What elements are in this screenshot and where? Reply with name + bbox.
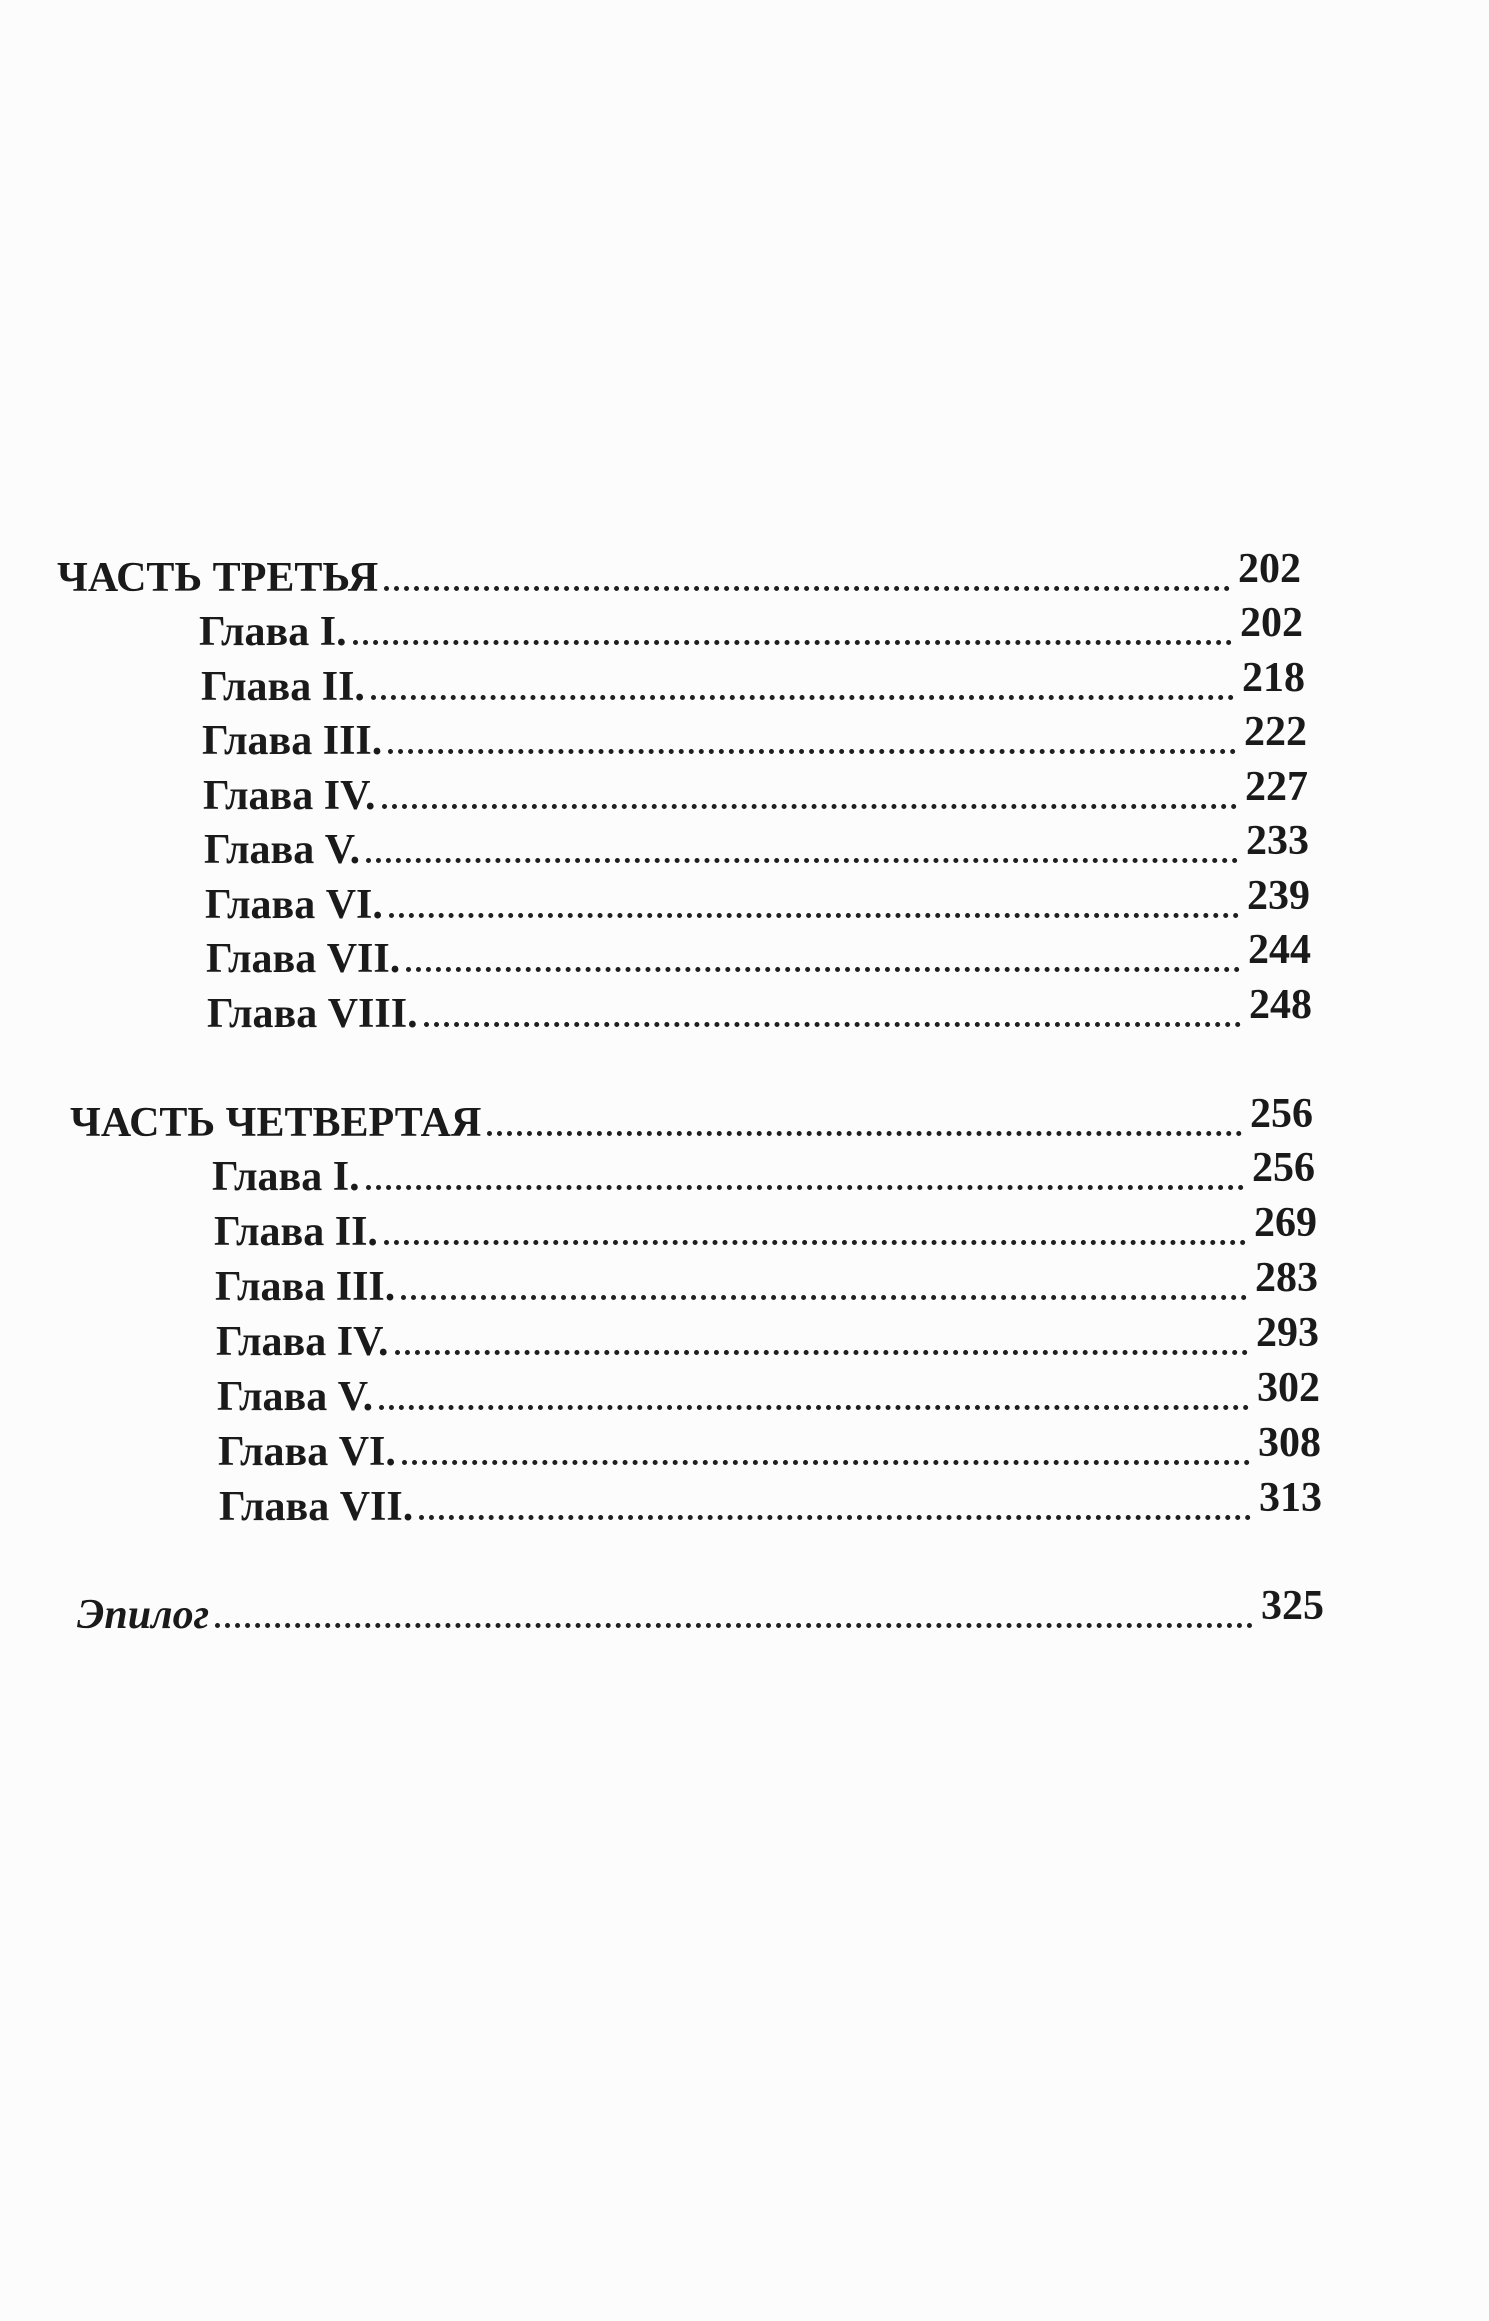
page-number: 218 xyxy=(1242,655,1305,701)
dot-leader xyxy=(366,858,1238,863)
toc-chapter xyxy=(199,602,1303,656)
page-number: 313 xyxy=(1259,1475,1322,1521)
toc-chapter xyxy=(205,875,1310,929)
dot-leader xyxy=(401,1295,1247,1300)
chapter-title: Глава II. xyxy=(214,1209,378,1255)
page-number: 248 xyxy=(1249,982,1312,1028)
dot-leader xyxy=(384,586,1230,591)
chapter-title: Глава I. xyxy=(212,1154,360,1200)
chapter-title: Глава V. xyxy=(217,1374,374,1420)
dot-leader xyxy=(384,1240,1246,1245)
chapter-title: Глава III. xyxy=(215,1264,396,1310)
page-number: 256 xyxy=(1250,1091,1313,1137)
dot-leader xyxy=(389,913,1239,918)
page-number: 269 xyxy=(1254,1200,1317,1246)
dot-leader xyxy=(353,640,1232,645)
chapter-title: Глава V. xyxy=(204,827,361,873)
dot-leader xyxy=(406,967,1240,972)
part-title: ЧАСТЬ ТРЕТЬЯ xyxy=(57,555,379,601)
dot-leader xyxy=(382,804,1238,809)
toc-chapter xyxy=(201,657,1305,711)
dot-leader xyxy=(419,1515,1251,1520)
chapter-title: Глава II. xyxy=(201,664,365,710)
chapter-title: Глава I. xyxy=(199,609,347,655)
chapter-title: Глава VI. xyxy=(205,882,383,928)
toc-chapter xyxy=(204,820,1309,874)
toc-chapter xyxy=(202,711,1307,765)
toc-chapter xyxy=(217,1367,1320,1421)
toc-chapter xyxy=(214,1202,1317,1256)
page-number: 227 xyxy=(1245,764,1308,810)
toc-part-3 xyxy=(57,548,1301,602)
toc-part-4 xyxy=(70,1093,1313,1147)
toc-chapter xyxy=(216,1312,1319,1366)
chapter-title: Глава VII. xyxy=(219,1484,414,1530)
page-number: 283 xyxy=(1255,1255,1318,1301)
toc-chapter xyxy=(207,984,1312,1038)
dot-leader xyxy=(402,1460,1250,1465)
page-number: 233 xyxy=(1246,818,1309,864)
page-number: 325 xyxy=(1261,1583,1324,1629)
dot-leader xyxy=(366,1185,1244,1190)
dot-leader xyxy=(388,749,1236,754)
chapter-title: Глава VII. xyxy=(206,936,401,982)
toc-chapter xyxy=(215,1257,1318,1311)
page-number: 222 xyxy=(1244,709,1307,755)
chapter-title: Глава VI. xyxy=(218,1429,396,1475)
page-number: 256 xyxy=(1252,1145,1315,1191)
page-number: 293 xyxy=(1256,1310,1319,1356)
toc-epilogue xyxy=(77,1585,1324,1639)
toc-chapter xyxy=(218,1422,1321,1476)
dot-leader xyxy=(371,695,1234,700)
toc-chapter xyxy=(203,766,1308,820)
epilogue-title: Эпилог xyxy=(77,1592,210,1638)
dot-leader xyxy=(395,1350,1249,1355)
toc-chapter xyxy=(212,1147,1315,1201)
page-number: 202 xyxy=(1240,600,1303,646)
page-number: 202 xyxy=(1238,546,1301,592)
chapter-title: Глава VIII. xyxy=(207,991,418,1037)
chapter-title: Глава III. xyxy=(202,718,383,764)
dot-leader xyxy=(215,1623,1253,1628)
page-number: 308 xyxy=(1258,1420,1321,1466)
part-title: ЧАСТЬ ЧЕТВЕРТАЯ xyxy=(70,1100,482,1146)
dot-leader xyxy=(379,1405,1249,1410)
toc-chapter xyxy=(206,929,1311,983)
page-number: 302 xyxy=(1257,1365,1320,1411)
dot-leader xyxy=(424,1022,1241,1027)
dot-leader xyxy=(487,1131,1242,1136)
chapter-title: Глава IV. xyxy=(216,1319,389,1365)
page-number: 244 xyxy=(1248,927,1311,973)
page-number: 239 xyxy=(1247,873,1310,919)
chapter-title: Глава IV. xyxy=(203,773,376,819)
toc-chapter xyxy=(219,1477,1322,1531)
